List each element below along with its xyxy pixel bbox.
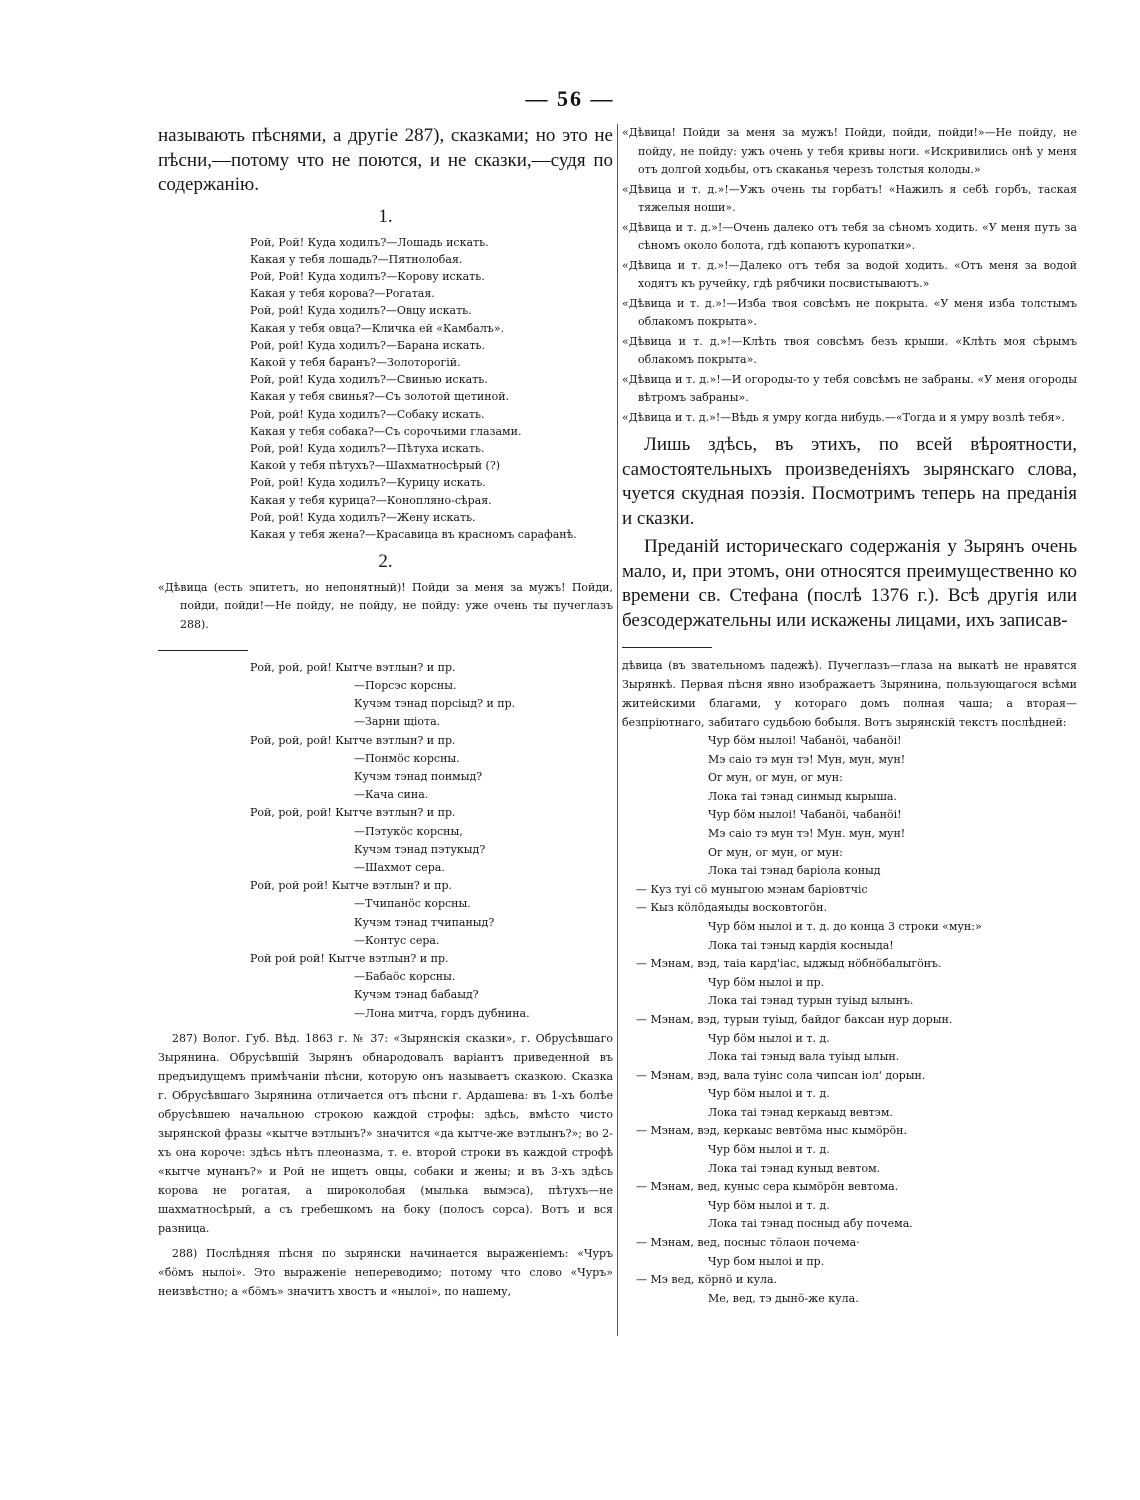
verse-line: —Контус сера. — [354, 933, 440, 947]
dialog-entry: «Дѣвица и т. д.»!—Клѣть твоя совсѣмъ безъ крыши. «Клѣть моя сѣрымъ облакомъ покрыта». — [622, 334, 1077, 366]
verse-line: Рой, рой! Куда ходилъ?—Курицу искать. — [250, 476, 486, 490]
verse-line: Какая у тебя овца?—Кличка ей «Камбалъ». — [250, 321, 505, 335]
song-line: — Кыз кöлöдаяыды восковтогöн. — [636, 901, 828, 915]
song-line: Лока таі тэнад турын туіыд ылынъ. — [708, 994, 914, 1008]
verse-line: Какая у тебя курица?—Конопляно-сѣрая. — [250, 493, 492, 507]
song-line: Чур бöм нылоі! Чабанöі, чабанöі! — [708, 808, 902, 822]
song-line: Мэ саіо тэ мун тэ! Мун, мун, мун! — [708, 752, 906, 766]
song-line: Мэ саіо тэ мун тэ! Мун. мун, мун! — [708, 826, 906, 840]
dialog-entry: «Дѣвица и т. д.»!—Очень далеко отъ тебя за сѣномъ ходить. «У меня путь за сѣномъ около болота, гдѣ копаютъ куропатки». — [622, 220, 1077, 252]
verse-line: Какая у тебя жена?—Красавица въ красномъ сарафанѣ. — [250, 527, 577, 541]
dialog-entry: «Дѣвица и т. д.»!—Ужъ очень ты горбатъ! «Нажилъ я себѣ горбъ, таская тяжелыя ноши». — [622, 182, 1077, 214]
song-line: — Мэ вед, кöрнö и кула. — [636, 1273, 778, 1287]
verse-line: —Кача сина. — [354, 788, 429, 802]
paragraph-legends: Преданій историческаго содержанія у Зырянъ очень мало, и, при этомъ, они относятся преимущественно ко времени св. Стефана (послѣ 1376 г.). Всѣ другія или безсодержательны или искажены лицами, ихъ записав- — [622, 536, 1077, 631]
footnote-288-continued: дѣвица (въ звательномъ падежѣ). Пучеглазъ—глаза на выкатѣ не нравятся Зырянкѣ. Первая пѣсня явно изображаетъ Зырянина, пользующагося всѣми житейскими благами, у котораго домъ полная чаша; а вторая—безпріютнаго, забитаго судьбою бобыля. Вотъ зырянскій текстъ послѣдней: — [622, 659, 1077, 729]
dialog-entry: «Дѣвица и т. д.»!—И огороды-то у тебя совсѣмъ не забраны. «У меня огороды вѣтромъ забраны». — [622, 372, 1077, 404]
verse-line: Какая у тебя корова?—Рогатая. — [250, 287, 435, 301]
section-number-1: 1. — [378, 205, 393, 227]
song-line: Лока таі тэнад куныд вевтом. — [708, 1161, 881, 1175]
song-line: Лока таі тэныд вала туіыд ылын. — [708, 1050, 900, 1064]
page-number: — 56 — — [525, 86, 615, 111]
song-line: Чур бом нылоі и пр. — [708, 1254, 825, 1268]
song-line: Лока таі тэнад синмыд кырыша. — [708, 789, 897, 803]
verse-line: Рой, рой! Куда ходилъ?—Собаку искать. — [250, 407, 485, 421]
right-column — [622, 124, 1077, 1308]
verse-line: Рой, рой! Куда ходилъ?—Пѣтуха искать. — [250, 441, 485, 455]
song-line: Чур бöм нылоі и т. д. до конца 3 строки «мун:» — [708, 919, 982, 933]
song-line: Чур бöм нылоі! Чабанöі, чабанöі! — [708, 734, 902, 747]
verse-line: —Зарни щіота. — [354, 715, 441, 729]
footnote-288: 288) Послѣдняя пѣсня по зырянски начинается выраженіемъ: «Чуръ «бöмъ нылоі». Это выраженіе непереводимо; потому что слово «Чуръ» неизвѣстно; а «бöмъ» значитъ хвостъ и «нылоі», по нашему, — [158, 1246, 613, 1298]
zyrian-song-text — [622, 732, 1077, 1308]
song-line: Чур бöм нылоі и т. д. — [708, 1198, 830, 1212]
verse-line: Рой, рой, рой! Кытче вэтлын? и пр. — [250, 660, 456, 674]
section-number-2: 2. — [378, 551, 393, 573]
verse-line: Кучэм тэнад пэтукыд? — [354, 842, 486, 856]
song-2-translation: «Дѣвица (есть эпитетъ, но непонятный)! Пойди за меня за мужъ! Пойди, пойди, пойди!—Не пойду, не пойду, не пойду: уже очень ты пучеглазъ 288). — [158, 581, 613, 631]
verse-line: Кучэм тэнад порсіыд? и пр. — [354, 697, 516, 711]
song-line: — Мэнам, вед, посныс тöлаон почема· — [636, 1236, 860, 1250]
song-line: Чур бöм нылоі и т. д. — [708, 1087, 830, 1101]
verse-line: Какая у тебя свинья?—Съ золотой щетиной. — [250, 390, 510, 404]
verse-line: Рой, рой! Куда ходилъ?—Свинью искать. — [250, 373, 488, 387]
verse-line: Кучэм тэнад бабаыд? — [354, 988, 479, 1002]
song-line: — Мэнам, вэд, таіа кард'іас, ыджыд нöбнöбалыгöнъ. — [636, 957, 942, 971]
verse-line: Рой, рой! Куда ходилъ?—Барана искать. — [250, 338, 486, 352]
song-line: Лока таі тэнад посныд абу почема. — [708, 1217, 913, 1231]
footnote-separator-right — [622, 647, 712, 648]
song-1-translation — [158, 234, 613, 544]
zyrian-verse-text — [158, 659, 613, 1023]
dialog-entry: «Дѣвица! Пойди за меня за мужъ! Пойди, пойди, пойди!»—Не пойду, не пойду, не пойду: ужъ очень у тебя кривы ноги. «Искривились онѣ у меня отъ долгой ходьбы, отъ скаканья черезъ толстыя колоды.» — [622, 126, 1077, 176]
dialog-entry: «Дѣвица и т. д.»!—Вѣдь я умру когда нибудь.—«Тогда и я умру возлѣ тебя». — [622, 410, 1065, 424]
song-line: Чур бöм нылоі и пр. — [708, 975, 825, 989]
verse-line: —Пэтукöс корсны, — [354, 824, 463, 838]
verse-line: Рой, рой! Куда ходилъ?—Жену искать. — [250, 510, 476, 524]
verse-line: —Тчипанöс корсны. — [354, 897, 471, 911]
intro-paragraph: называють пѣснями, а другіе 287), сказками; но это не пѣсни,—потому что не поются, и не сказки,—судя по содержанію. — [158, 125, 613, 195]
song-line: Лока таі тэнад керкаыд вевтэм. — [708, 1105, 893, 1119]
verse-line: Какой у тебя баранъ?—Золоторогій. — [250, 355, 461, 369]
verse-line: Рой, рой, рой! Кытче вэтлын? и пр. — [250, 806, 456, 820]
song-2-dialog — [622, 124, 1077, 427]
song-line: Ог мун, ог мун, ог мун: — [708, 845, 843, 859]
verse-line: Рой, рой рой! Кытче вэтлын? и пр. — [250, 879, 452, 893]
dialog-entry: «Дѣвица и т. д.»!—Изба твоя совсѣмъ не покрыта. «У меня изба толстымъ облакомъ покрыта». — [622, 296, 1077, 328]
verse-line: —Лона митча, гордъ дубнина. — [354, 1006, 530, 1020]
song-line: — Мэнам, вэд, керкаыс вевтöма ныс кымöрöн. — [636, 1124, 908, 1138]
song-line: Чур бöм нылоі и т. д. — [708, 1031, 830, 1045]
verse-line: Кучэм тэнад понмыд? — [354, 769, 483, 783]
verse-line: Какая у тебя собака?—Съ сорочьими глазами. — [250, 424, 522, 438]
footnote-separator — [158, 650, 248, 651]
song-line: Лока таі тэныд кардія косныда! — [708, 938, 894, 952]
song-line: Ог мун, ог мун, ог мун: — [708, 771, 843, 785]
verse-line: Рой, Рой! Куда ходилъ?—Лошадь искать. — [250, 235, 489, 249]
verse-line: —Порсэс корсны. — [354, 678, 457, 692]
paragraph-poetry: Лишь здѣсь, въ этихъ, по всей вѣроятности, самостоятельныхъ произведеніяхъ зырянскаго слова, чуется скудная поэзія. Посмотримъ теперь на преданія и сказки. — [622, 434, 1077, 529]
verse-line: —Понмöс корсны. — [354, 751, 460, 765]
dialog-entry: «Дѣвица и т. д.»!—Далеко отъ тебя за водой ходить. «Отъ меня за водой ходятъ къ ручейку, гдѣ рябчики посвистываютъ.» — [622, 258, 1077, 290]
verse-line: Какой у тебя пѣтухъ?—Шахматносѣрый (?) — [250, 459, 501, 473]
song-line: Ме, вед, тэ дынö-же кула. — [708, 1291, 859, 1305]
verse-line: Рой, рой, рой! Кытче вэтлын? и пр. — [250, 733, 456, 747]
column-divider — [617, 124, 618, 1336]
song-line: — Мэнам, вед, куныс сера кымöрöн вевтома. — [636, 1180, 899, 1194]
verse-line: Кучэм тэнад тчипаныд? — [354, 915, 495, 929]
verse-line: Рой, рой! Куда ходилъ?—Овцу искать. — [250, 304, 472, 318]
song-line: Чур бöм нылоі и т. д. — [708, 1143, 830, 1157]
song-line: — Куз туі сö муныгою мэнам баріовтчіс — [636, 882, 868, 896]
verse-line: Какая у тебя лошадь?—Пятнолобая. — [250, 252, 463, 266]
song-line: Лока таі тэнад баріола коныд — [708, 864, 881, 878]
verse-line: Рой, Рой! Куда ходилъ?—Корову искать. — [250, 269, 485, 283]
song-line: — Мэнам, вэд, вала туінс сола чипсан іол' дорын. — [636, 1068, 926, 1082]
verse-line: Рой рой рой! Кытче вэтлын? и пр. — [250, 952, 449, 966]
song-line: — Мэнам, вэд, турын туіыд, байдог баксан нур дорын. — [636, 1012, 953, 1026]
left-column — [158, 124, 613, 1301]
footnote-287: 287) Волог. Губ. Вѣд. 1863 г. № 37: «Зырянскія сказки», г. Обрусѣвшаго Зырянина. Обрусѣвшій Зырянъ обнародовалъ варіантъ приведенной въ предъидущемъ примѣчаніи пѣсни, которую онъ называетъ сказкою. Сказка г. Обрусѣвшаго Зырянина отличается отъ пѣсни г. Ардашева: въ 1-хъ болѣе обрусѣвшею начальною строкою каждой строфы: здѣсь, вмѣсто чисто зырянской фразы «кытче вэтлынъ?» значится «да кытче-же вэтлынъ?»; во 2-хъ она короче: здѣсь нѣтъ плеоназма, т. е. второй строки въ каждой строфѣ «кытче мунанъ?» и Рой не ищетъ овцы, собаки и жены; и въ 3-хъ здѣсь корова не рогатая, а широколобая (мылька вымэса), пѣтухъ—не шахматносѣрый, а съ гребешкомъ на боку (полосъ сорса). Вотъ и вся разница. — [158, 1031, 613, 1235]
verse-line: —Шахмот сера. — [354, 861, 445, 874]
verse-line: —Бабаöс корсны. — [354, 970, 456, 984]
